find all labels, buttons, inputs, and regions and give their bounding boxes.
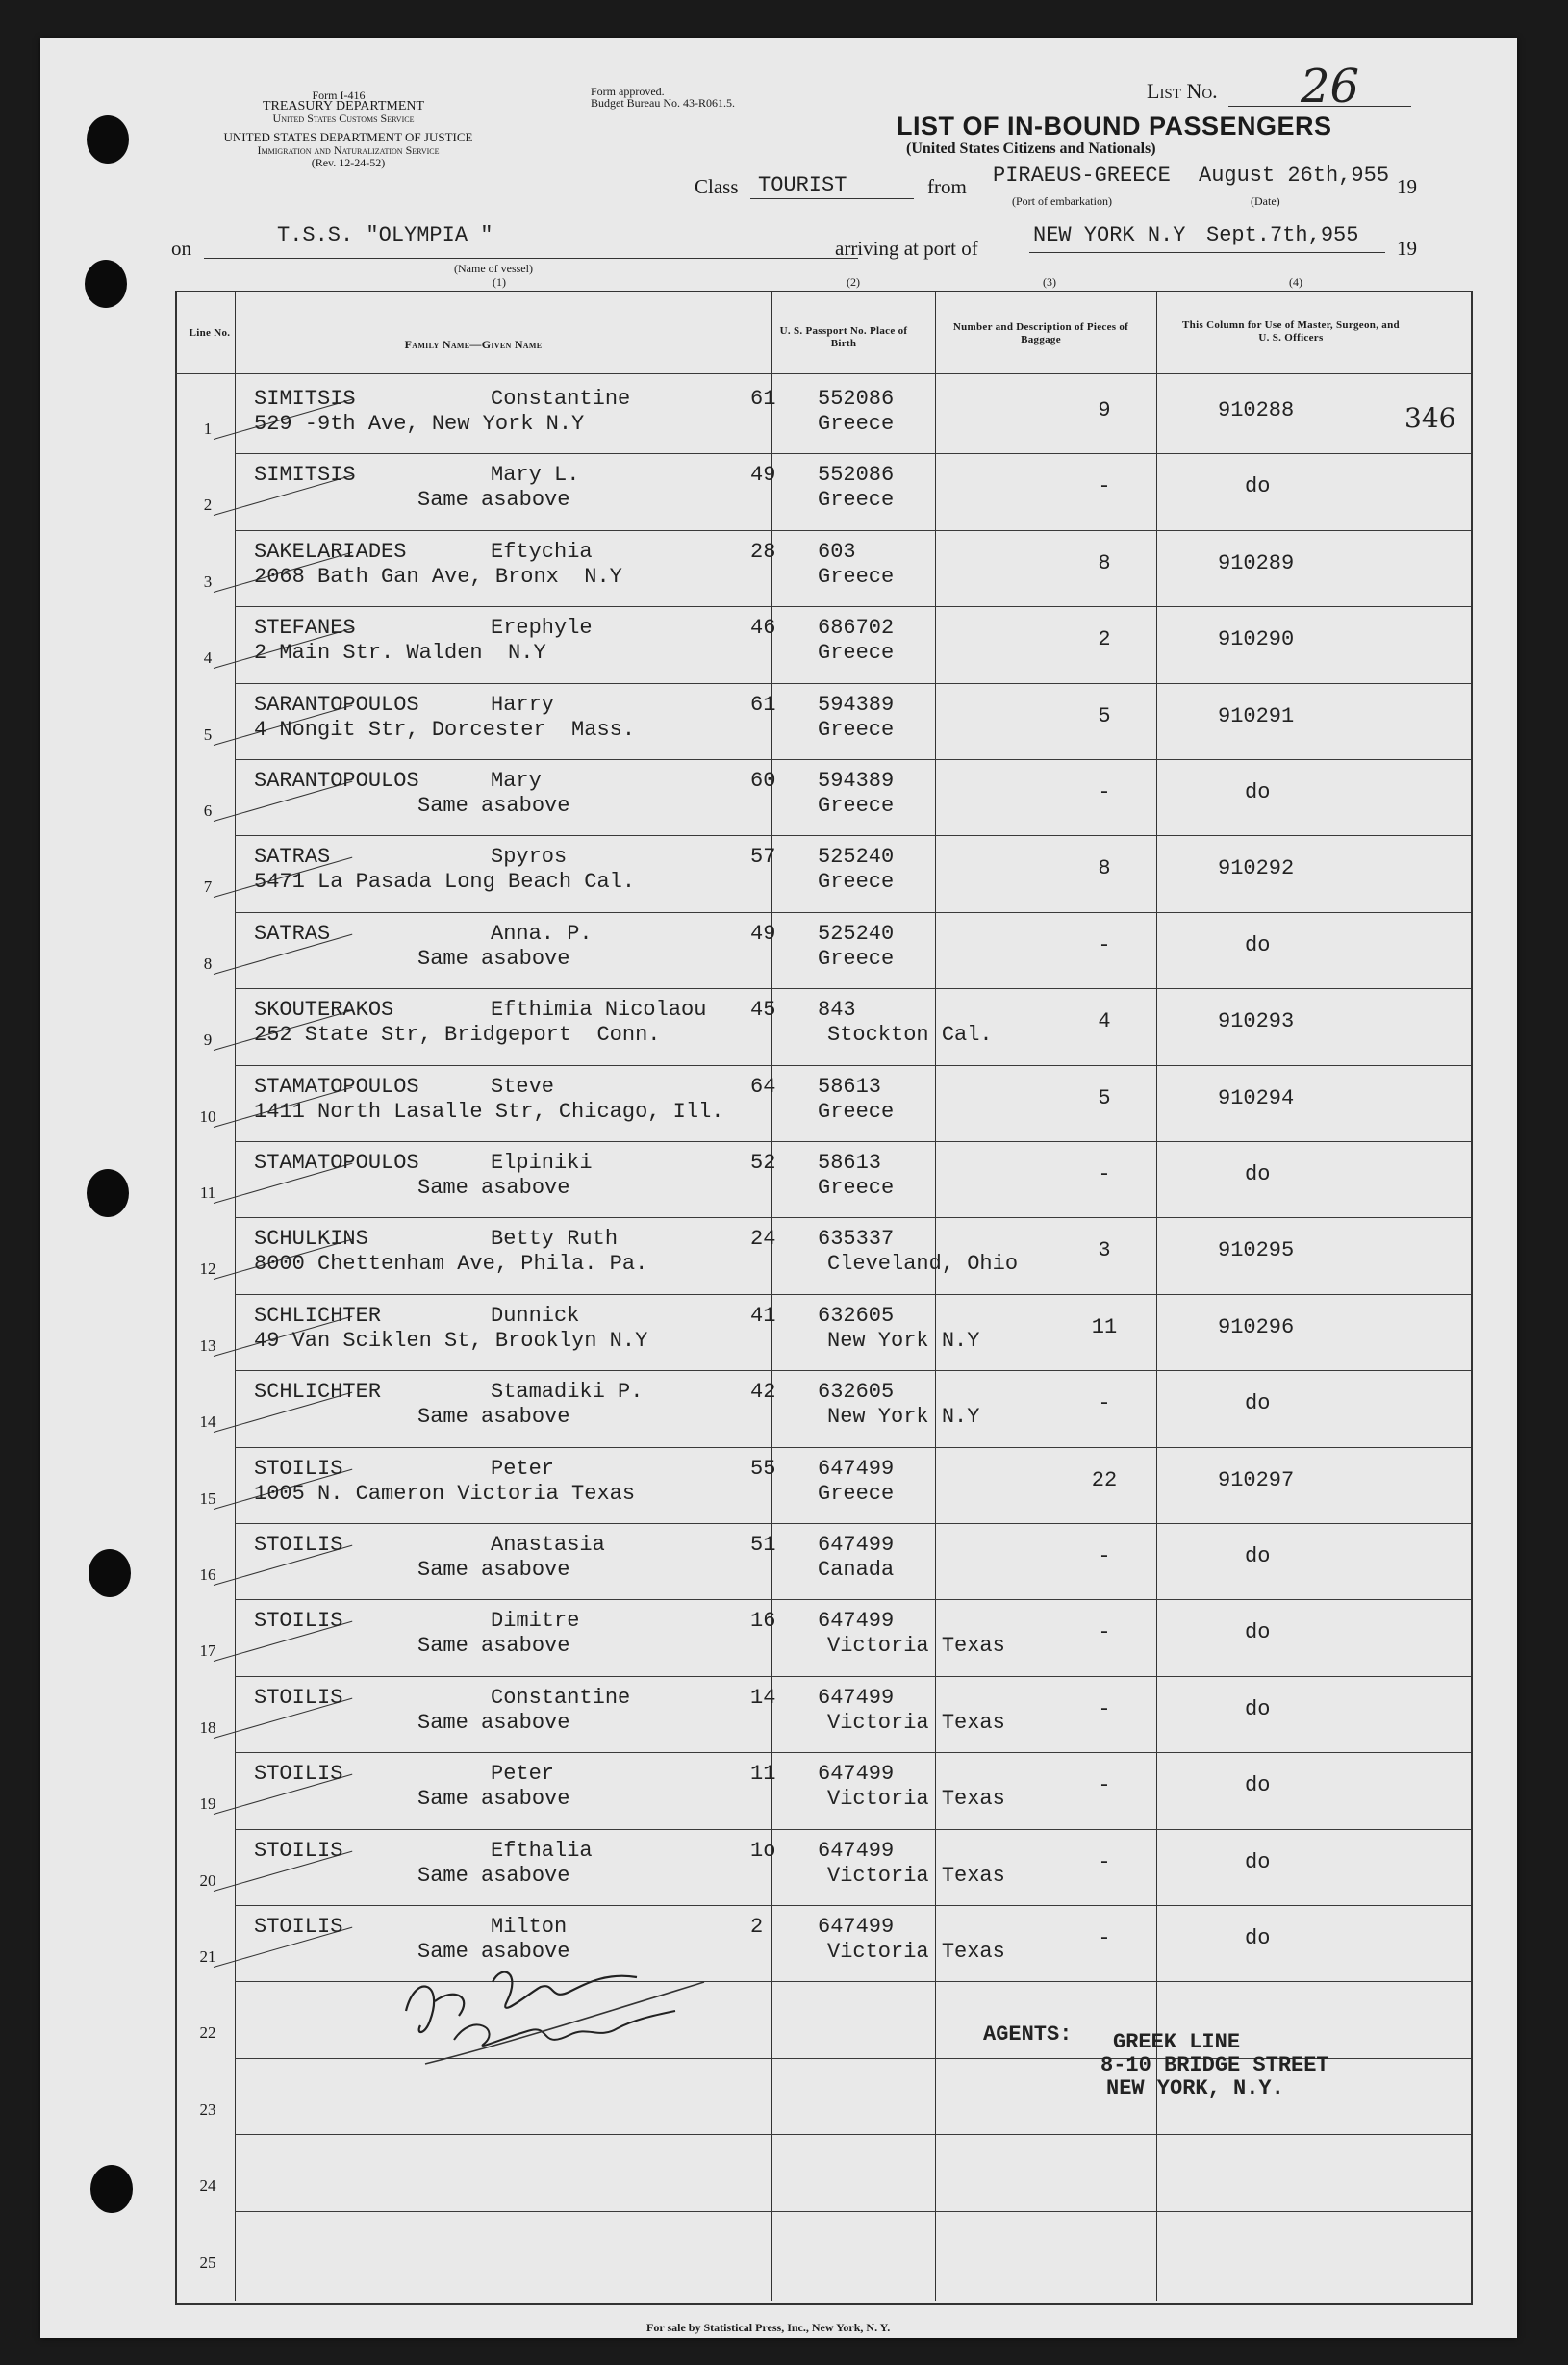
officer-entry: do — [1245, 1773, 1271, 1798]
family-name: STOILIS — [254, 1915, 343, 1939]
form-approved: Form approved. — [591, 85, 665, 98]
class-value: TOURIST — [758, 173, 847, 197]
passport-number: 58613 — [818, 1074, 882, 1099]
given-name: Efthimia Nicolaou — [491, 998, 707, 1023]
row-divider — [235, 2211, 1471, 2212]
family-name: SCHLICHTER — [254, 1303, 382, 1328]
passport-number: 647499 — [818, 1762, 895, 1787]
passport-number: 632605 — [818, 1303, 895, 1328]
row-divider — [235, 1599, 1471, 1600]
age: 52 — [750, 1151, 776, 1175]
place-of-birth: Greece — [818, 870, 895, 895]
class-label: Class — [695, 175, 739, 198]
age: 42 — [750, 1380, 776, 1405]
officer-entry: do — [1245, 1926, 1271, 1950]
place-of-birth: Greece — [818, 1099, 895, 1124]
baggage-count: 22 — [1091, 1467, 1118, 1492]
family-name: STEFANES — [254, 616, 356, 641]
line-number: 6 — [203, 801, 213, 820]
punch-hole — [85, 260, 127, 308]
embarkation-port: PIRAEUS-GREECE — [993, 164, 1171, 188]
line-number: 7 — [203, 877, 213, 897]
address: Same asabove — [417, 794, 570, 818]
place-of-birth: Victoria Texas — [827, 1634, 1005, 1659]
passport-number: 647499 — [818, 1915, 895, 1939]
baggage-count: 5 — [1098, 1085, 1111, 1110]
printer-footer: For sale by Statistical Press, Inc., New York, N. Y. — [646, 2321, 891, 2334]
column-number-3: (3) — [1043, 275, 1056, 289]
address: Same asabove — [417, 1558, 570, 1582]
row-divider — [235, 1294, 1471, 1295]
arrival-date: Sept.7th,955 — [1206, 223, 1359, 247]
row-divider — [235, 988, 1471, 989]
baggage-count: - — [1098, 1696, 1111, 1721]
passport-number: 635337 — [818, 1227, 895, 1252]
passport-number: 525240 — [818, 921, 895, 946]
customs-service: United States Customs Service — [272, 112, 415, 125]
given-name: Erephyle — [491, 616, 593, 641]
age: 2 — [750, 1915, 764, 1939]
passport-number: 58613 — [818, 1151, 882, 1175]
place-of-birth: Victoria Texas — [827, 1863, 1005, 1888]
age: 51 — [750, 1533, 776, 1557]
agents-city: NEW YORK, N.Y. — [1106, 2076, 1284, 2100]
age: 49 — [750, 921, 776, 946]
age: 61 — [750, 692, 776, 717]
given-name: Anastasia — [491, 1533, 605, 1557]
place-of-birth: Greece — [818, 794, 895, 818]
address: 252 State Str, Bridgeport Conn. — [254, 1023, 661, 1048]
line-number: 19 — [199, 1794, 216, 1814]
list-number-value: 26 — [1301, 60, 1360, 114]
manifest-page — [40, 38, 1517, 2338]
passport-number: 686702 — [818, 616, 895, 641]
row-divider — [235, 530, 1471, 531]
baggage-count: 4 — [1098, 1009, 1111, 1034]
passport-number: 647499 — [818, 1456, 895, 1481]
line-number: 23 — [199, 2099, 216, 2119]
column-number-2: (2) — [847, 275, 860, 289]
given-name: Elpiniki — [491, 1151, 593, 1175]
row-divider — [235, 606, 1471, 607]
address: 529 -9th Ave, New York N.Y — [254, 412, 585, 436]
vessel-caption: (Name of vessel) — [454, 262, 533, 275]
age: 57 — [750, 845, 776, 870]
line-number: 12 — [199, 1259, 216, 1279]
given-name: Eftychia — [491, 539, 593, 564]
officer-entry: 910291 — [1218, 703, 1295, 728]
line-number: 16 — [199, 1565, 216, 1584]
place-of-birth: New York N.Y — [827, 1405, 980, 1430]
arrival-underline — [1029, 252, 1385, 253]
age: 41 — [750, 1303, 776, 1328]
place-of-birth: Greece — [818, 488, 895, 513]
address: 5471 La Pasada Long Beach Cal. — [254, 870, 636, 895]
address: Same asabove — [417, 946, 570, 971]
given-name: Stamadiki P. — [491, 1380, 644, 1405]
passport-number: 843 — [818, 998, 856, 1023]
officer-entry: 910293 — [1218, 1009, 1295, 1034]
baggage-count: - — [1098, 474, 1111, 499]
column-header-baggage: Number and Description of Pieces of Baggage — [952, 321, 1129, 345]
address: Same asabove — [417, 1787, 570, 1812]
age: 24 — [750, 1227, 776, 1252]
agents-name: GREEK LINE — [1113, 2030, 1241, 2054]
baggage-count: - — [1098, 932, 1111, 957]
given-name: Constantine — [491, 1685, 631, 1710]
document-subtitle: (United States Citizens and Nationals) — [906, 140, 1156, 157]
revision-date: (Rev. 12-24-52) — [311, 156, 386, 169]
baggage-count: - — [1098, 1544, 1111, 1568]
line-number: 22 — [199, 2023, 216, 2043]
age: 60 — [750, 769, 776, 793]
row-divider — [235, 1141, 1471, 1142]
passport-number: 647499 — [818, 1838, 895, 1863]
age: 55 — [750, 1456, 776, 1481]
line-number: 14 — [199, 1412, 216, 1432]
given-name: Constantine — [491, 387, 631, 411]
treasury-department: TREASURY DEPARTMENT — [262, 99, 425, 114]
officer-entry: 910292 — [1218, 856, 1295, 881]
address: 4 Nongit Str, Dorcester Mass. — [254, 717, 636, 742]
baggage-count: - — [1098, 1391, 1111, 1416]
baggage-count: - — [1098, 780, 1111, 804]
given-name: Peter — [491, 1456, 555, 1481]
address: 2068 Bath Gan Ave, Bronx N.Y — [254, 564, 622, 589]
age: 61 — [750, 387, 776, 411]
age: 28 — [750, 539, 776, 564]
address: 1005 N. Cameron Victoria Texas — [254, 1481, 636, 1506]
place-of-birth: Greece — [818, 412, 895, 436]
age: 16 — [750, 1609, 776, 1634]
row-divider — [235, 453, 1471, 454]
place-of-birth: Greece — [818, 564, 895, 589]
ins-service: Immigration and Naturalization Service — [257, 143, 440, 157]
baggage-count: 3 — [1098, 1238, 1111, 1263]
line-number: 25 — [199, 2252, 216, 2272]
line-number: 24 — [199, 2176, 216, 2196]
row-divider — [235, 1523, 1471, 1524]
given-name: Steve — [491, 1074, 555, 1099]
line-number: 9 — [203, 1030, 213, 1050]
address: 2 Main Str. Walden N.Y — [254, 641, 546, 666]
family-name: STOILIS — [254, 1533, 343, 1557]
passenger-table — [175, 291, 1473, 2305]
address: Same asabove — [417, 1940, 570, 1964]
column-header-officers: This Column for Use of Master, Surgeon, and U. S. Officers — [1182, 319, 1400, 343]
family-name: SKOUTERAKOS — [254, 998, 394, 1023]
age: 46 — [750, 616, 776, 641]
place-of-birth: Greece — [818, 717, 895, 742]
baggage-count: - — [1098, 1926, 1111, 1950]
family-name: STOILIS — [254, 1762, 343, 1787]
row-divider — [235, 1676, 1471, 1677]
place-of-birth: Victoria Texas — [827, 1940, 1005, 1964]
agents-label: AGENTS: — [983, 2022, 1073, 2047]
family-name: SIMITSIS — [254, 387, 356, 411]
row-divider — [235, 835, 1471, 836]
address: Same asabove — [417, 1176, 570, 1200]
officer-entry: do — [1245, 932, 1271, 957]
arrival-port: NEW YORK N.Y — [1033, 223, 1186, 247]
column-rule — [935, 291, 936, 2301]
row-divider — [235, 759, 1471, 760]
baggage-count: 5 — [1098, 703, 1111, 728]
line-number: 10 — [199, 1106, 216, 1126]
officer-entry: do — [1245, 1620, 1271, 1645]
row-divider — [235, 2134, 1471, 2135]
row-divider — [235, 1829, 1471, 1830]
row-divider — [235, 1217, 1471, 1218]
passport-number: 647499 — [818, 1609, 895, 1634]
punch-hole — [90, 2165, 133, 2213]
port-caption: (Port of embarkation) — [1012, 194, 1112, 208]
from-label: from — [927, 175, 967, 198]
on-label: on — [171, 237, 191, 260]
family-name: STAMATOPOULOS — [254, 1074, 419, 1099]
officer-entry: 910288 — [1218, 398, 1295, 422]
baggage-count: 8 — [1098, 856, 1111, 881]
baggage-count: 11 — [1091, 1314, 1118, 1339]
line-number: 13 — [199, 1335, 216, 1355]
place-of-birth: Victoria Texas — [827, 1710, 1005, 1735]
family-name: SIMITSIS — [254, 463, 356, 488]
officer-entry: do — [1245, 780, 1271, 804]
baggage-count: - — [1098, 1849, 1111, 1874]
column-rule — [771, 291, 772, 2301]
officer-entry: 910295 — [1218, 1238, 1295, 1263]
punch-hole — [87, 115, 129, 164]
given-name: Anna. P. — [491, 921, 593, 946]
date-caption: (Date) — [1251, 194, 1280, 208]
passport-number: 525240 — [818, 845, 895, 870]
age: 45 — [750, 998, 776, 1023]
family-name: SCHULKINS — [254, 1227, 368, 1252]
baggage-count: - — [1098, 1620, 1111, 1645]
row-divider — [235, 912, 1471, 913]
family-name: STOILIS — [254, 1838, 343, 1863]
line-number: 5 — [203, 725, 213, 744]
passport-number: 552086 — [818, 387, 895, 411]
passport-number: 603 — [818, 539, 856, 564]
given-name: Dimitre — [491, 1609, 580, 1634]
given-name: Mary — [491, 769, 542, 793]
line-number: 1 — [203, 420, 213, 438]
passport-number: 552086 — [818, 463, 895, 488]
line-number: 8 — [203, 954, 213, 973]
address: Same asabove — [417, 1863, 570, 1888]
line-number: 18 — [199, 1717, 216, 1737]
place-of-birth: Victoria Texas — [827, 1787, 1005, 1812]
column-header-passport: U. S. Passport No. Place of Birth — [779, 325, 908, 349]
officer-entry: 910289 — [1218, 550, 1295, 575]
passport-number: 632605 — [818, 1380, 895, 1405]
place-of-birth: Canada — [818, 1558, 895, 1582]
line-number: 11 — [199, 1183, 216, 1202]
row-divider — [235, 1905, 1471, 1906]
officer-entry: 910290 — [1218, 627, 1295, 652]
place-of-birth: Greece — [818, 1481, 895, 1506]
officer-entry: do — [1245, 1544, 1271, 1568]
year-1: 19 — [1397, 175, 1417, 198]
row-divider — [235, 1447, 1471, 1448]
family-name: SARANTOPOULOS — [254, 692, 419, 717]
baggage-count: 9 — [1098, 398, 1111, 422]
place-of-birth: Greece — [818, 1176, 895, 1200]
given-name: Dunnick — [491, 1303, 580, 1328]
family-name: STOILIS — [254, 1609, 343, 1634]
place-of-birth: Cleveland, Ohio — [827, 1252, 1019, 1277]
given-name: Spyros — [491, 845, 568, 870]
family-name: STOILIS — [254, 1685, 343, 1710]
passport-number: 647499 — [818, 1533, 895, 1557]
line-number: 17 — [199, 1641, 216, 1661]
address: 8000 Chettenham Ave, Phila. Pa. — [254, 1252, 648, 1277]
address: Same asabove — [417, 1405, 570, 1430]
given-name: Efthalia — [491, 1838, 593, 1863]
family-name: SATRAS — [254, 845, 331, 870]
embarkation-date: August 26th,955 — [1199, 164, 1390, 188]
address: Same asabove — [417, 1710, 570, 1735]
justice-department: UNITED STATES DEPARTMENT OF JUSTICE — [223, 130, 473, 144]
officer-entry: 910296 — [1218, 1314, 1295, 1339]
header-separator — [175, 373, 1471, 374]
margin-note: 346 — [1404, 402, 1456, 434]
family-name: STOILIS — [254, 1456, 343, 1481]
address: 1411 North Lasalle Str, Chicago, Ill. — [254, 1099, 724, 1124]
place-of-birth: New York N.Y — [827, 1328, 980, 1353]
column-number-4: (4) — [1289, 275, 1302, 289]
line-number: 21 — [199, 1947, 216, 1966]
class-underline — [750, 198, 914, 199]
line-number: 4 — [203, 648, 213, 668]
vessel-name: T.S.S. "OLYMPIA " — [277, 223, 493, 247]
line-number: 20 — [199, 1870, 216, 1890]
column-rule — [1156, 291, 1157, 2301]
given-name: Mary L. — [491, 463, 580, 488]
officer-entry: do — [1245, 474, 1271, 499]
row-divider — [235, 1370, 1471, 1371]
passport-number: 594389 — [818, 692, 895, 717]
column-number-1: (1) — [493, 275, 506, 289]
place-of-birth: Stockton Cal. — [827, 1023, 993, 1048]
row-divider — [235, 683, 1471, 684]
age: 11 — [750, 1762, 776, 1787]
officer-entry: 910297 — [1218, 1467, 1295, 1492]
given-name: Harry — [491, 692, 555, 717]
officer-entry: 910294 — [1218, 1085, 1295, 1110]
master-signature — [387, 1944, 733, 2078]
given-name: Milton — [491, 1915, 568, 1939]
family-name: STAMATOPOULOS — [254, 1151, 419, 1175]
address: Same asabove — [417, 1634, 570, 1659]
line-number: 15 — [199, 1488, 216, 1508]
column-header-name: Family Name—Given Name — [404, 338, 543, 351]
address: 49 Van Sciklen St, Brooklyn N.Y — [254, 1328, 648, 1353]
officer-entry: do — [1245, 1849, 1271, 1874]
list-number-label: List No. — [1147, 79, 1218, 103]
column-rule — [235, 291, 236, 2301]
baggage-count: 2 — [1098, 627, 1111, 652]
family-name: SARANTOPOULOS — [254, 769, 419, 793]
vessel-underline — [204, 258, 858, 259]
arriving-label: arriving at port of — [835, 237, 978, 260]
form-number: Form I-416 — [312, 89, 366, 102]
family-name: SATRAS — [254, 921, 331, 946]
punch-hole — [89, 1549, 131, 1597]
age: 64 — [750, 1074, 776, 1099]
place-of-birth: Greece — [818, 946, 895, 971]
passport-number: 594389 — [818, 769, 895, 793]
punch-hole — [87, 1169, 129, 1217]
age: 1o — [750, 1838, 776, 1863]
officer-entry: do — [1245, 1162, 1271, 1186]
line-number: 2 — [203, 496, 213, 515]
row-divider — [235, 1065, 1471, 1066]
baggage-count: - — [1098, 1162, 1111, 1186]
officer-entry: do — [1245, 1696, 1271, 1721]
column-header-line: Line No. — [189, 327, 231, 339]
family-name: SAKELARIADES — [254, 539, 407, 564]
year-2: 19 — [1397, 237, 1417, 260]
given-name: Betty Ruth — [491, 1227, 619, 1252]
officer-entry: do — [1245, 1391, 1271, 1416]
document-title: LIST OF IN-BOUND PASSENGERS — [897, 112, 1332, 140]
age: 14 — [750, 1685, 776, 1710]
line-number: 3 — [203, 572, 213, 591]
given-name: Peter — [491, 1762, 555, 1787]
family-name: SCHLICHTER — [254, 1380, 382, 1405]
agents-street: 8-10 BRIDGE STREET — [1100, 2053, 1329, 2077]
baggage-count: 8 — [1098, 550, 1111, 575]
age: 49 — [750, 463, 776, 488]
budget-bureau: Budget Bureau No. 43-R061.5. — [591, 96, 735, 110]
baggage-count: - — [1098, 1773, 1111, 1798]
row-divider — [235, 1752, 1471, 1753]
place-of-birth: Greece — [818, 641, 895, 666]
address: Same asabove — [417, 488, 570, 513]
passport-number: 647499 — [818, 1685, 895, 1710]
